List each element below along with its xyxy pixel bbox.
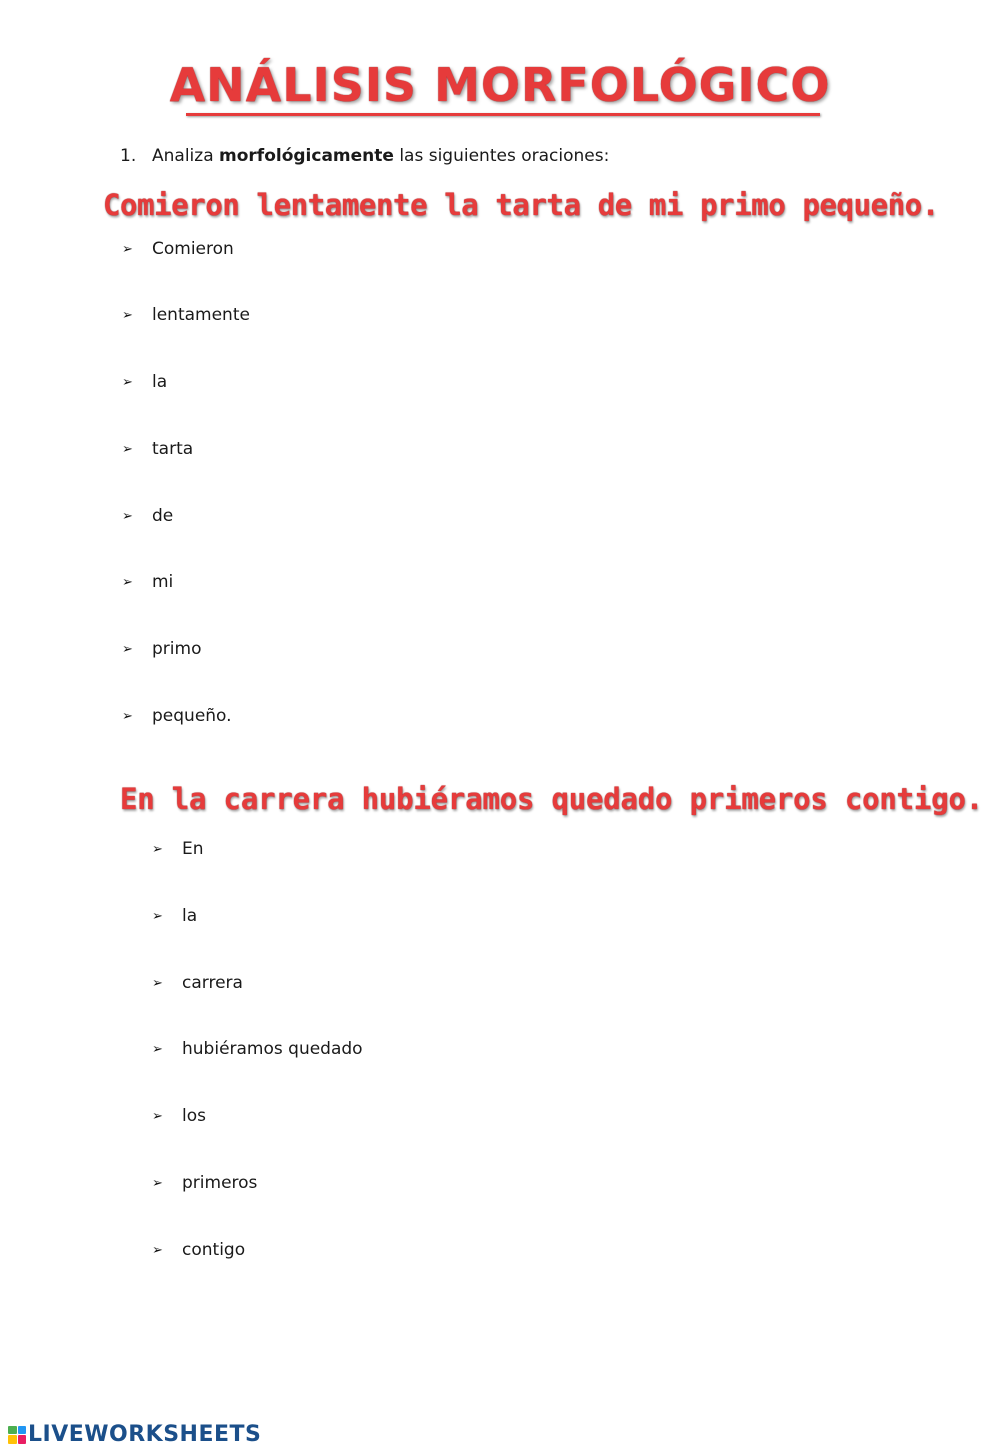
- arrow-bullet-icon: ➢: [122, 574, 133, 590]
- word-label: contigo: [182, 1240, 246, 1260]
- list-item: [122, 303, 250, 327]
- logo-square: [8, 1435, 17, 1444]
- title-underline: [186, 113, 820, 116]
- list-item: [152, 1104, 206, 1128]
- instruction-number: 1.: [120, 146, 137, 166]
- word-label: hubiéramos quedado: [182, 1039, 363, 1059]
- logo-square: [18, 1435, 27, 1444]
- list-item: [152, 971, 243, 995]
- list-item: [122, 637, 201, 661]
- arrow-bullet-icon: ➢: [152, 975, 163, 991]
- instruction-prefix: Analiza: [152, 146, 214, 166]
- word-label: mi: [152, 572, 174, 592]
- arrow-bullet-icon: ➢: [152, 1242, 163, 1258]
- sentence-2-heading: En la carrera hubiéramos quedado primeros contigo.: [120, 782, 983, 816]
- word-label: primo: [152, 639, 202, 659]
- arrow-bullet-icon: ➢: [122, 708, 133, 724]
- word-label: primeros: [182, 1173, 258, 1193]
- list-item: [152, 837, 204, 861]
- arrow-bullet-icon: ➢: [152, 1175, 163, 1191]
- logo-square: [18, 1426, 27, 1435]
- word-label: la: [152, 372, 168, 392]
- instruction-bold: morfológicamente: [219, 146, 394, 166]
- word-label: de: [152, 506, 174, 526]
- list-item: [152, 1171, 257, 1195]
- list-item: [122, 704, 232, 728]
- list-item: [152, 1238, 245, 1262]
- arrow-bullet-icon: ➢: [152, 1041, 163, 1057]
- word-label: Comieron: [152, 239, 234, 259]
- arrow-bullet-icon: ➢: [152, 908, 163, 924]
- list-item: [122, 237, 234, 261]
- word-label: tarta: [152, 439, 194, 459]
- logo-grid-icon: [8, 1426, 26, 1444]
- logo-square: [8, 1426, 17, 1435]
- list-item: [122, 370, 167, 394]
- arrow-bullet-icon: ➢: [122, 307, 133, 323]
- list-item: [152, 1037, 363, 1061]
- arrow-bullet-icon: ➢: [122, 374, 133, 390]
- page-title: ANÁLISIS MORFOLÓGICO: [169, 58, 831, 112]
- list-item: [122, 570, 173, 594]
- list-item: [122, 437, 193, 461]
- word-label: lentamente: [152, 305, 250, 325]
- list-item: [122, 504, 173, 528]
- instruction: [120, 146, 609, 166]
- liveworksheets-logo[interactable]: [8, 1422, 261, 1447]
- logo-text: LIVEWORKSHEETS: [28, 1422, 262, 1447]
- word-label: carrera: [182, 973, 243, 993]
- arrow-bullet-icon: ➢: [122, 241, 133, 257]
- word-label: En: [182, 839, 204, 859]
- arrow-bullet-icon: ➢: [152, 1108, 163, 1124]
- word-label: pequeño.: [152, 706, 232, 726]
- arrow-bullet-icon: ➢: [152, 841, 163, 857]
- instruction-suffix: las siguientes oraciones:: [399, 146, 610, 166]
- arrow-bullet-icon: ➢: [122, 441, 133, 457]
- sentence-1-heading: Comieron lentamente la tarta de mi primo pequeño.: [103, 188, 939, 222]
- word-label: la: [182, 906, 198, 926]
- arrow-bullet-icon: ➢: [122, 508, 133, 524]
- list-item: [152, 904, 197, 928]
- arrow-bullet-icon: ➢: [122, 641, 133, 657]
- word-label: los: [182, 1106, 206, 1126]
